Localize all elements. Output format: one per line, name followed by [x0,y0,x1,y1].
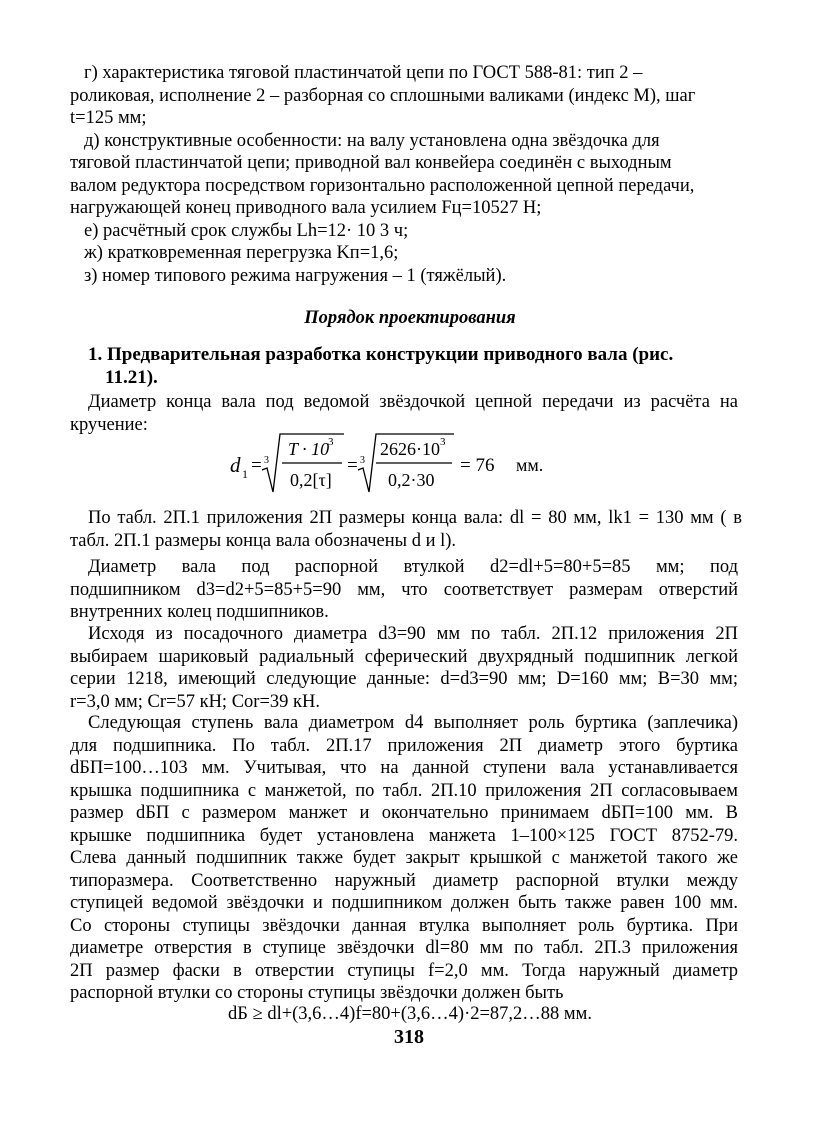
shaft-diameter-formula [210,430,570,500]
formula-eq1: = [251,455,262,476]
paragraph-bearing-line4: r=3,0 мм; Cr=57 кН; Cor=39 кН. [70,691,320,712]
paragraph-shoulder [70,712,738,1005]
paragraph-bushing-line1: Диаметр вала под распорной втулкой d2=dl+5=80+5=85 мм; под [88,557,738,577]
paragraph-shaft-end-line1: По табл. 2П.1 приложения 2П размеры конца вала: dl = 80 мм, lk1 = 130 мм ( в [88,508,742,528]
formula-den1: 0,2[τ] [290,470,332,490]
formula-lhs-sub: 1 [242,467,248,481]
paragraph-shoulder-line: размер dБП с размером манжет и окончательно принимаем dБП=100 мм. В [70,803,738,823]
formula-unit: мм. [516,455,544,475]
param-g-line3: t=125 мм; [70,108,147,128]
formula-result: = 76 [460,455,495,476]
param-z: з) номер типового режима нагружения – 1 (тяжёлый). [84,265,507,286]
param-d-line2: тяговой пластинчатой цепи; приводной вал конвейера соединён с выходным [70,153,672,173]
param-zh: ж) кратковременная перегрузка Kп=1,6; [84,243,399,263]
formula-num2-exp: 3 [440,436,446,448]
torsion-intro-line2: кручение: [70,414,148,435]
paragraph-shaft-end-line2: табл. 2П.1 размеры конца вала обозначены d и l). [70,530,457,551]
paragraph-bearing-selection [70,623,738,713]
param-d-line3: валом редуктора посредством горизонтально расположенной цепной передачи, [70,175,695,196]
step-heading-line1: 1. Предварительная разработка конструкции приводного вала (рис. [88,344,674,365]
paragraph-shoulder-line: dБП=100…103 мм. Учитывая, что на данной ступени вала устанавливается [70,758,738,778]
paragraph-shaft-end [70,507,742,552]
formula-root-index-2: 3 [360,455,365,466]
given-parameters [70,62,738,287]
param-e: е) расчётный срок службы Lh=12· 10 3 ч; [84,220,409,241]
paragraph-bushing-line2: подшипником d3=d2+5=85+5=90 мм, что соответствует размерам отверстий [70,579,738,600]
paragraph-bushing-diameter [70,556,738,624]
step-heading-line2: 11.21). [105,366,158,388]
torsion-intro-line1: Диаметр конца вала под ведомой звёздочкой цепной передачи из расчёта на [88,392,738,412]
formula-root-index-1: 3 [264,455,269,466]
page-number: 318 [394,1026,424,1048]
param-g-line2: роликовая, исполнение 2 – разборная со сплошными валиками (индекс М), шаг [70,85,696,106]
paragraph-shoulder-line: крышке подшипника будет установлена манжета 1–100×125 ГОСТ 8752-79. [70,825,738,846]
paragraph-shoulder-line: 2П размер фаски в отверстии ступицы f=2,0 мм. Тогда наружный диаметр [70,960,738,981]
paragraph-shoulder-line: Со стороны ступицы звёздочки данная втулка выполняет роль буртика. При [70,915,738,936]
paragraph-bushing-line3: внутренних колец подшипников. [70,602,329,622]
param-g-line1: г) характеристика тяговой пластинчатой цепи по ГОСТ 588-81: тип 2 – [84,63,643,83]
param-d-line4: нагружающей конец приводного вала усилием Fц=10527 Н; [70,198,542,218]
formula-lhs: d [230,453,241,477]
paragraph-bearing-line2: выбираем шариковый радиальный сферический двухрядный подшипник легкой [70,646,738,667]
paragraph-shoulder-line: крышка подшипника с манжетой, по табл. 2П.10 приложения 2П согласовываем [70,780,738,801]
paragraph-shoulder-line: типоразмера. Соответственно наружный диаметр распорной втулки между [70,870,738,891]
formula-num2: 2626·10 [380,439,440,459]
paragraph-shoulder-line: для подшипника. По табл. 2П.17 приложения 2П диаметр этого буртика [70,735,738,756]
section-title: Порядок проектирования [304,308,516,328]
step-heading [88,344,748,389]
formula-eq2: = [347,455,358,476]
formula-num1: T · 10 [288,439,330,459]
paragraph-shoulder-line: распорной втулки со стороны ступицы звёздочки должен быть [70,983,564,1003]
paragraph-bearing-line3: серии 1218, имеющий следующие данные: d=d3=90 мм; D=160 мм; B=30 мм; [70,669,738,689]
paragraph-shoulder-line: Слева данный подшипник также будет закрыт крышкой с манжетой такого же [70,848,738,868]
paragraph-shoulder-line: Следующая ступень вала диаметром d4 выполняет роль буртика (заплечика) [88,713,738,733]
param-d-line1: д) конструктивные особенности: на валу установлена одна звёздочка для [84,130,660,151]
paragraph-shoulder-line: ступицей ведомой звёздочки и подшипником должен быть также равен 100 мм. [70,893,738,913]
final-formula: dБ ≥ dl+(3,6…4)f=80+(3,6…4)·2=87,2…88 мм. [228,1004,592,1024]
formula-den2: 0,2·30 [388,470,435,490]
formula-num1-exp: 3 [328,436,334,448]
paragraph-shoulder-line: диаметре отверстия в ступице звёздочки dl=80 мм по табл. 2П.3 приложения [70,938,738,958]
paragraph-bearing-line1: Исходя из посадочного диаметра d3=90 мм по табл. 2П.12 приложения 2П [88,624,738,644]
